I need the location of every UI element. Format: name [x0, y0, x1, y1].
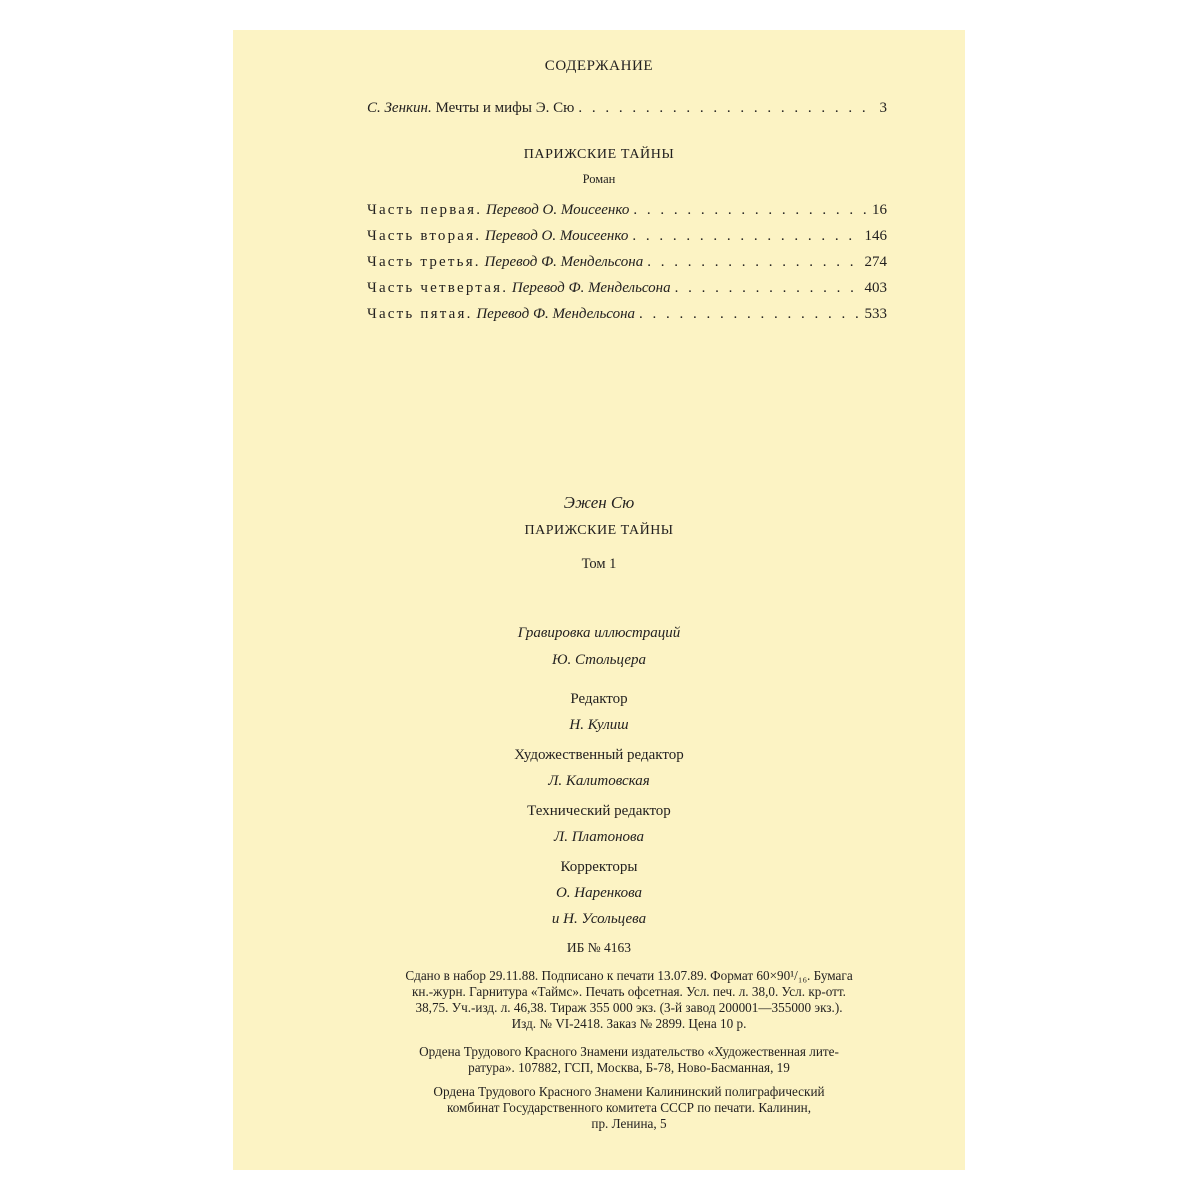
art-editor-label: Художественный редактор: [514, 747, 684, 763]
toc-part-page: 146: [864, 228, 887, 244]
colophon-author: Эжен Сю: [563, 493, 635, 512]
colophon-volume: Том 1: [581, 556, 617, 572]
toc-leader: [578, 100, 875, 117]
toc-part-translator: Перевод О. Моисеенко: [484, 228, 629, 244]
corrector-name: и Н. Усольцева: [551, 911, 647, 927]
toc-part-row: [367, 280, 887, 302]
contents-heading: СОДЕРЖАНИЕ: [544, 58, 654, 74]
toc-part-row: [367, 306, 887, 328]
ib-number: ИБ № 4163: [566, 940, 632, 955]
toc-part-page: 16: [872, 202, 887, 218]
book-page: [233, 30, 965, 1170]
print-details-line: 38,75. Уч.-изд. л. 46,38. Тираж 355 000 экз. (3-й завод 200001—355000 экз.).: [415, 1000, 843, 1015]
editor-label: Редактор: [570, 691, 628, 707]
toc-part-label: Часть первая.: [367, 202, 483, 218]
toc-part-label: Часть третья.: [367, 254, 481, 270]
toc-part-label: Часть вторая.: [367, 228, 482, 244]
toc-leader: [639, 306, 860, 323]
printer-line: Ордена Трудового Красного Знамени Калининский полиграфический: [433, 1084, 825, 1099]
novel-subtitle: Роман: [582, 172, 616, 186]
toc-leader: [632, 228, 860, 245]
toc-part-page: 403: [864, 280, 887, 296]
toc-part-label: Часть пятая.: [367, 306, 473, 322]
toc-leader: [633, 202, 868, 219]
toc-intro-page: 3: [879, 100, 887, 116]
toc-leader: [675, 280, 861, 297]
print-details-line: Сдано в набор 29.11.88. Подписано к печати 13.07.89. Формат 60×90¹/₁₆. Бумага: [405, 968, 853, 983]
toc-intro-title: Мечты и мифы Э. Сю: [435, 100, 575, 116]
publisher-info: [361, 1044, 897, 1076]
printer-info: [361, 1084, 897, 1132]
corrector-name: О. Наренкова: [555, 885, 643, 901]
printer-line: комбинат Государственного комитета СССР по печати. Калинин,: [446, 1100, 812, 1115]
correctors-label: Корректоры: [560, 859, 638, 875]
toc-intro-author: С. Зенкин.: [367, 100, 432, 116]
toc-part-row: [367, 228, 887, 250]
toc-leader: [647, 254, 860, 271]
colophon-title: ПАРИЖСКИЕ ТАЙНЫ: [524, 523, 674, 538]
toc-part-page: 533: [864, 306, 887, 322]
publisher-line: ратура». 107882, ГСП, Москва, Б-78, Ново-Басманная, 19: [468, 1060, 790, 1075]
toc-part-translator: Перевод Ф. Мендельсона: [511, 280, 671, 296]
toc-part-translator: Перевод Ф. Мендельсона: [476, 306, 636, 322]
editor-name: Н. Кулиш: [569, 717, 629, 733]
novel-title: ПАРИЖСКИЕ ТАЙНЫ: [523, 147, 675, 162]
tech-editor-label: Технический редактор: [527, 803, 671, 819]
toc-part-label: Часть четвертая.: [367, 280, 509, 296]
art-editor-name: Л. Калитовская: [548, 773, 650, 789]
printer-line: пр. Ленина, 5: [591, 1116, 667, 1131]
engraving-name: Ю. Стольцера: [551, 652, 647, 668]
toc-part-translator: Перевод О. Моисеенко: [485, 202, 630, 218]
print-details-line: кн.-журн. Гарнитура «Таймс». Печать офсетная. Усл. печ. л. 38,0. Усл. кр-отт.: [412, 984, 846, 999]
print-details: [361, 968, 897, 1032]
toc-part-row: [367, 254, 887, 276]
publisher-line: Ордена Трудового Красного Знамени издательство «Художественная лите-: [419, 1044, 839, 1059]
toc-part-translator: Перевод Ф. Мендельсона: [484, 254, 644, 270]
engraving-label: Гравировка иллюстраций: [517, 625, 681, 641]
toc-part-page: 274: [864, 254, 887, 270]
toc-intro-row: [367, 100, 887, 122]
tech-editor-name: Л. Платонова: [554, 829, 644, 845]
print-details-line: Изд. № VI-2418. Заказ № 2899. Цена 10 р.: [511, 1016, 747, 1031]
toc-part-row: [367, 202, 887, 224]
